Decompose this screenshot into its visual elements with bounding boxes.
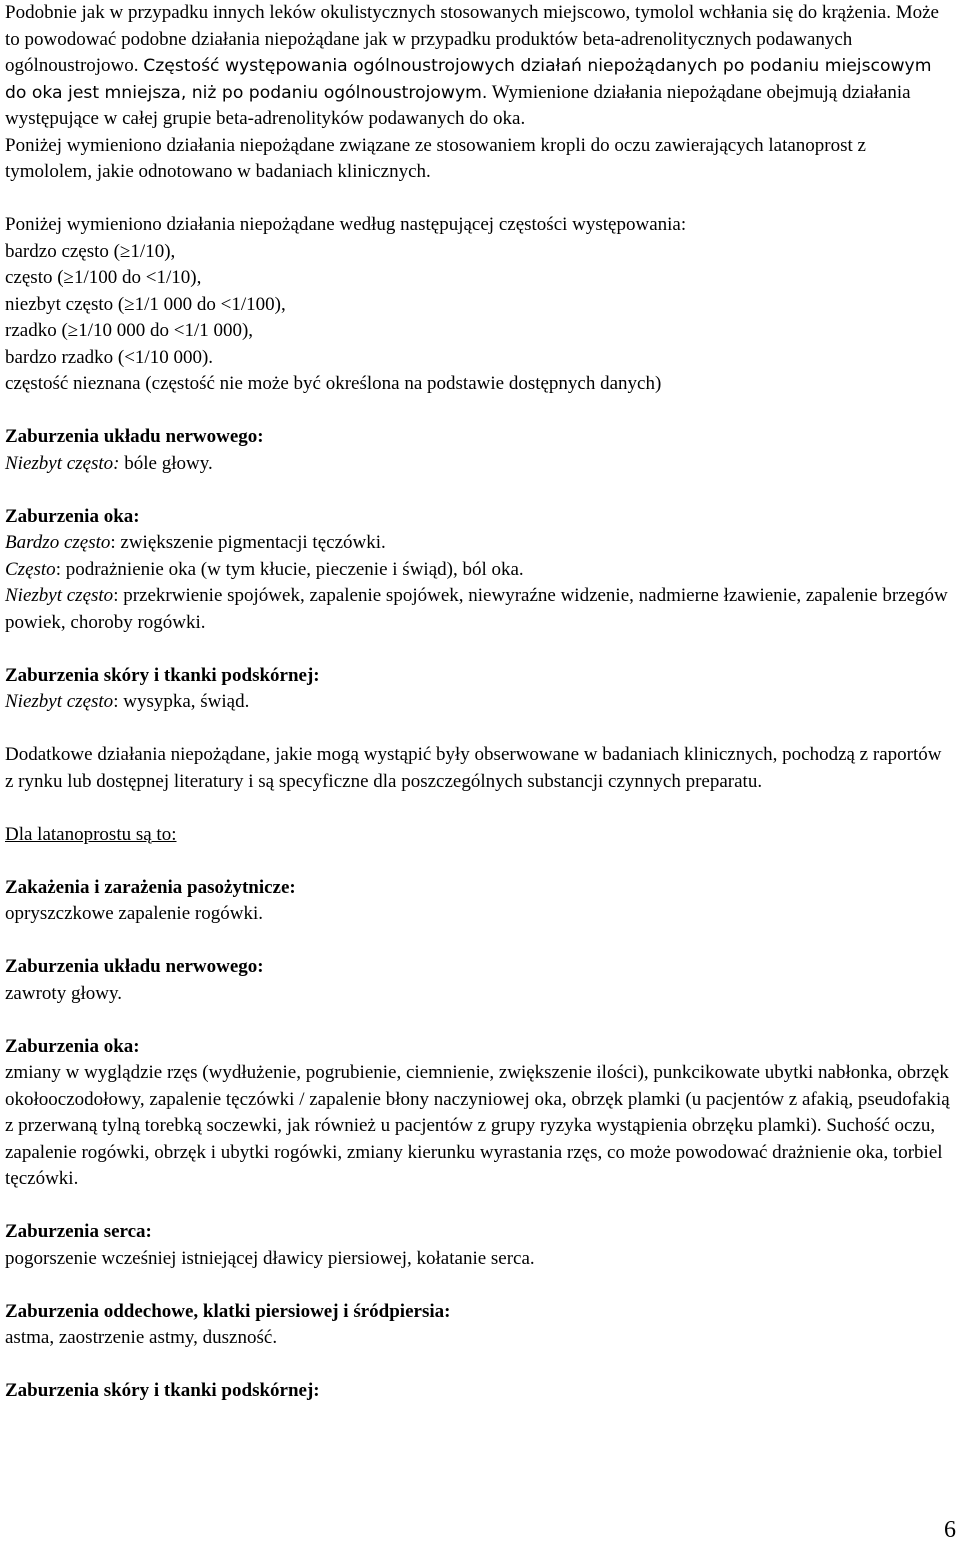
frequency-item: bardzo rzadko (<1/10 000). (5, 346, 214, 368)
frequency-item: bardzo często (≥1/10), (5, 240, 176, 262)
effect-text: : przekrwienie spojówek, zapalenie spojówek, niewyraźne widzenie, nadmierne łzawienie, zapalenie brzegów powiek, choroby rogówki. (5, 585, 948, 633)
intro-paragraph (5, 0, 950, 133)
section-text-latanoprost-nervous: zawroty głowy. (5, 982, 122, 1004)
frequency-item: niezbyt często (≥1/1 000 do <1/100), (5, 293, 286, 315)
frequency-label: Niezbyt często (5, 585, 114, 606)
section-text-eye-1 (5, 530, 950, 557)
section-heading-heart: Zaburzenia serca: (5, 1221, 152, 1242)
frequency-label: Bardzo często (5, 532, 111, 553)
section-text-infections: opryszczkowe zapalenie rogówki. (5, 903, 263, 924)
section-heading-infections: Zakażenia i zarażenia pasożytnicze: (5, 876, 296, 898)
intro-serif-text-2: Wymienione działania niepożądane obejmują działania występujące w całej grupie beta-adrenolityków podawanych do oka. (5, 81, 911, 129)
frequency-label: Niezbyt często: (5, 452, 120, 474)
frequency-label: Często (5, 558, 56, 580)
section-heading-respiratory: Zaburzenia oddechowe, klatki piersiowej i śródpiersia: (5, 1300, 451, 1322)
frequency-label: Niezbyt często (5, 691, 114, 712)
effect-text: : wysypka, świąd. (113, 691, 250, 712)
section-heading-skin: Zaburzenia skóry i tkanki podskórnej: (5, 664, 320, 686)
section-heading-nervous: Zaburzenia układu nerwowego: (5, 426, 264, 447)
effect-text: : zwiększenie pigmentacji tęczówki. (110, 532, 386, 553)
frequency-item: rzadko (≥1/10 000 do <1/1 000), (5, 320, 254, 341)
latanoprost-heading: Dla latanoprostu są to: (5, 823, 177, 845)
intro-sans-text: Częstość występowania ogólnoustrojowych działań niepożądanych po podaniu miejscowym do oka jest mniejsza, niż po podaniu ogólnoustrojowym. (5, 56, 932, 103)
intro-clinical-text: Poniżej wymieniono działania niepożądane związane ze stosowaniem kropli do oczu zawierających latanoprost z tymololem, jakie odnotowano w badaniach klinicznych. (5, 134, 866, 182)
section-text-eye-3 (5, 583, 950, 636)
section-text-eye-2 (5, 557, 950, 584)
section-text-latanoprost-eye: zmiany w wyglądzie rzęs (wydłużenie, pogrubienie, ciemnienie, zwiększenie ilości), punkcikowate ubytki nabłonka, obrzęk okołooczodołowy, zapalenie tęczówki / zapalenie błony naczyniowej oka, obrzęk plamki (u pacjentów z afakią, pseudofakią z przerwaną tylną torebką soczewki, jak również u pacjentów z grupy ryzyka wystąpienia obrzęku plamki). Suchość oczu, zapalenie rogówki, obrzęk i ubytki rogówki, zmiany kierunku wyrastania rzęs, co może powodować drażnienie oka, torbiel tęczówki. (5, 1062, 950, 1189)
frequency-intro: Poniżej wymieniono działania niepożądane według następującej częstości występowania: (5, 214, 687, 235)
section-heading-latanoprost-nervous: Zaburzenia układu nerwowego: (5, 956, 264, 977)
page-number: 6 (944, 1517, 956, 1543)
frequency-item: często (≥1/100 do <1/10), (5, 267, 202, 288)
section-text-respiratory: astma, zaostrzenie astmy, duszność. (5, 1327, 278, 1348)
document-page (5, 0, 950, 1405)
section-text-skin (5, 689, 950, 716)
section-text-nervous (5, 451, 950, 478)
additional-effects-paragraph: Dodatkowe działania niepożądane, jakie mogą wystąpić były obserwowane w badaniach klinicznych, pochodzą z raportów z rynku lub dostępnej literatury i są specyficzne dla poszczególnych substancji czynnych preparatu. (5, 744, 942, 792)
effect-text: bóle głowy. (119, 452, 213, 474)
section-text-heart: pogorszenie wcześniej istniejącej dławicy piersiowej, kołatanie serca. (5, 1247, 535, 1269)
section-heading-eye: Zaburzenia oka: (5, 505, 140, 527)
frequency-unknown: częstość nieznana (częstość nie może być określona na podstawie dostępnych danych) (5, 373, 662, 394)
effect-text: : podrażnienie oka (w tym kłucie, pieczenie i świąd), ból oka. (55, 558, 524, 580)
intro-serif-text-1: Podobnie jak w przypadku innych leków okulistycznych stosowanych miejscowo, tymolol wchłania się do krążenia. Może to powodować podobne działania niepożądane jak w przypadku produktów beta-adrenolitycznych podawanych ogólnoustrojowo. (5, 2, 939, 76)
section-heading-latanoprost-skin: Zaburzenia skóry i tkanki podskórnej: (5, 1380, 320, 1401)
section-heading-latanoprost-eye: Zaburzenia oka: (5, 1035, 140, 1057)
